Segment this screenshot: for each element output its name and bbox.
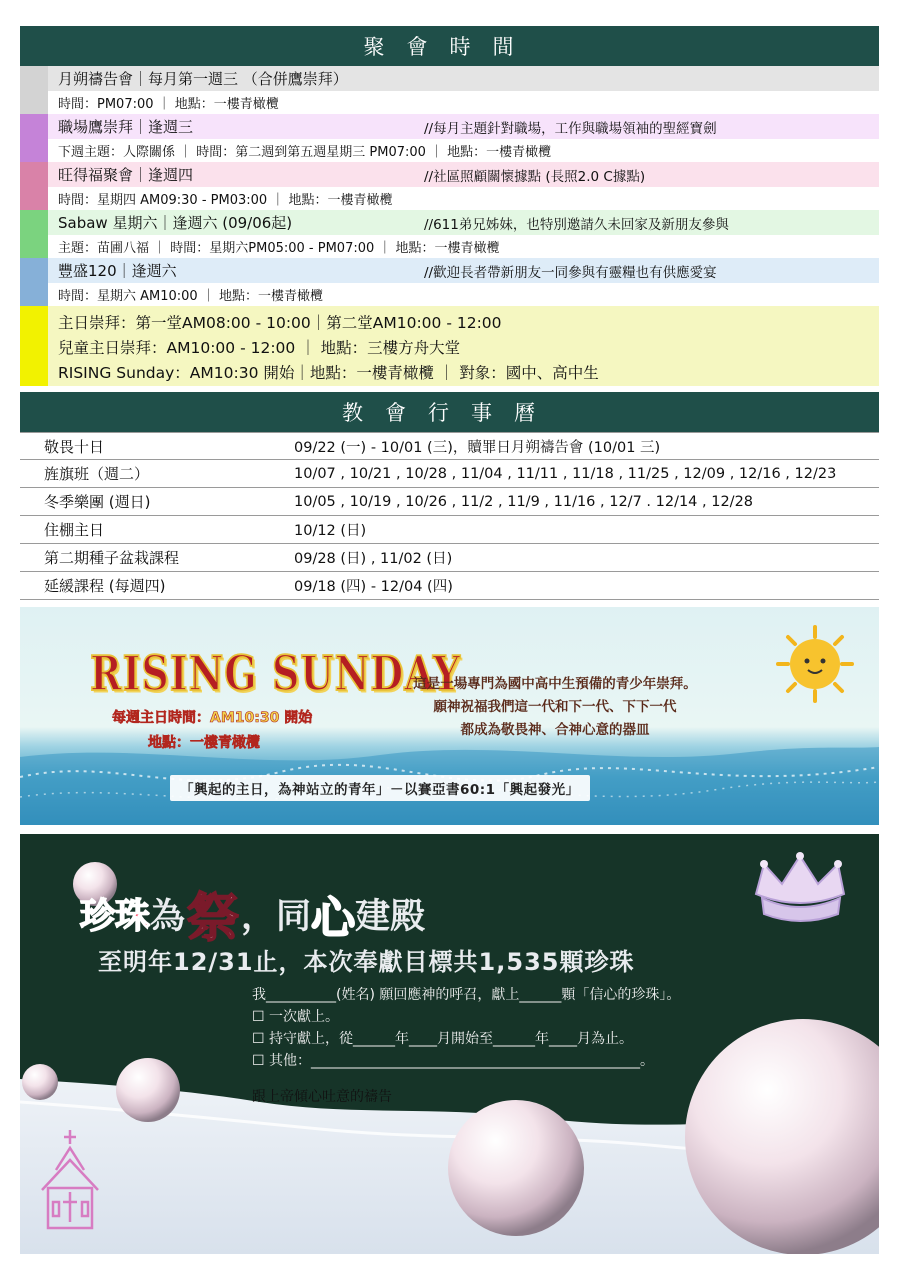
calendar-row <box>20 432 879 460</box>
pearl-title: 珍珠 為 祭 ，同 心 建殿 <box>80 889 426 949</box>
pledge-option-once: ☐ 一次獻上。 <box>252 1009 340 1025</box>
meeting-color-bar <box>20 162 48 210</box>
sunday-line-1: 主日崇拜：第一堂AM08:00 - 10:00｜第二堂AM10:00 - 12:00 <box>58 313 502 332</box>
sunday-color-bar <box>20 306 48 386</box>
meeting-note: //歡迎長者帶新朋友一同參與有靈糧也有供應愛宴 <box>424 264 717 281</box>
calendar-event: 冬季樂團 (週日) <box>44 493 151 511</box>
meeting-color-bar <box>20 66 48 114</box>
pearl-goal: 至明年12/31止，本次奉獻目標共1,535顆珍珠 <box>98 948 635 976</box>
calendar-dates: 09/22 (一) - 10/01 (三)，贖罪日月朔禱告會 (10/01 三) <box>294 439 661 456</box>
calendar-event: 旌旗班（週二） <box>44 465 150 483</box>
meetings-list <box>20 66 879 306</box>
meeting-details: 時間：星期四 AM09:30 - PM03:00 ｜ 地點：一樓青橄欖 <box>48 187 879 210</box>
calendar-event: 延緩課程 (每週四) <box>44 577 166 595</box>
calendar-dates: 10/12 (日) <box>294 523 367 539</box>
pearl-offering-banner <box>20 834 879 1254</box>
calendar-event: 第二期種子盆栽課程 <box>44 549 180 567</box>
page <box>20 26 879 1254</box>
calendar-row <box>20 460 879 488</box>
calendar-dates: 09/28 (日) , 11/02 (日) <box>294 551 453 567</box>
meeting-item <box>20 114 879 162</box>
meeting-details: 時間：PM07:00 ｜ 地點：一樓青橄欖 <box>48 91 879 114</box>
meeting-details: 時間：星期六 AM10:00 ｜ 地點：一樓青橄欖 <box>48 283 879 306</box>
meeting-title: 職場鷹崇拜｜逢週三 <box>58 118 194 136</box>
sunday-line-3: RISING Sunday：AM10:30 開始｜地點：一樓青橄欖 ｜ 對象：國中、高中生 <box>58 363 599 382</box>
meeting-details: 主題：苗圃八福 ｜ 時間：星期六PM05:00 - PM07:00 ｜ 地點：一樓青橄欖 <box>48 235 879 258</box>
meeting-title: 旺得福聚會｜逢週四 <box>58 166 194 184</box>
calendar-row <box>20 572 879 600</box>
prayer-text: 跟上帝傾心吐意的禱告 <box>252 1089 392 1105</box>
calendar-event: 住棚主日 <box>44 521 105 539</box>
sunday-line-2: 兒童主日崇拜：AM10:00 - 12:00 ｜ 地點：三樓方舟大堂 <box>58 338 461 357</box>
rising-description: 這是一場專門為國中高中生預備的青少年崇拜。 願神祝福我們這一代和下一代、下下一代 都成為敬畏神、合神心意的器皿 <box>413 676 697 738</box>
calendar-row <box>20 516 879 544</box>
calendar-dates: 10/07 , 10/21 , 10/28 , 11/04 , 11/11 , 11/18 , 11/25 , 12/09 , 12/16 , 12/23 <box>294 465 837 482</box>
meeting-item <box>20 258 879 306</box>
pledge-option-ongoing: ☐ 持守獻上，從______年____月開始至______年____月為止。 <box>252 1031 633 1047</box>
meeting-title: 月朔禱告會｜每月第一週三 （合併鷹崇拜） <box>58 70 348 88</box>
meeting-note: //社區照顧關懷據點 (長照2.0 C據點) <box>424 168 646 185</box>
pledge-option-other: ☐ 其他：_______________________________________________。 <box>252 1053 655 1069</box>
meeting-title: 豐盛120｜逢週六 <box>58 262 177 280</box>
rising-place: 地點：一樓青橄欖 <box>148 735 260 751</box>
meeting-item <box>20 66 879 114</box>
calendar-row <box>20 544 879 572</box>
rising-verse: 「興起的主日，為神站立的青年」－以賽亞書60:1「興起發光」 <box>170 775 590 801</box>
pledge-line: 我__________(姓名) 願回應神的呼召，獻上______顆「信心的珍珠」。 <box>252 987 681 1003</box>
meeting-title: Sabaw 星期六｜逢週六 (09/06起) <box>58 214 293 232</box>
pledge-form <box>252 984 680 1108</box>
meeting-color-bar <box>20 114 48 162</box>
meetings-header: 聚會時間 <box>20 26 879 66</box>
calendar-table <box>20 432 879 600</box>
meeting-item <box>20 210 879 258</box>
meeting-item <box>20 162 879 210</box>
sunday-meeting <box>20 306 879 386</box>
rising-time: 每週主日時間：AM10:30 開始 <box>112 710 313 726</box>
rising-sunday-banner <box>20 607 879 825</box>
meeting-details: 下週主題：人際關係 ｜ 時間：第二週到第五週星期三 PM07:00 ｜ 地點：一樓青橄欖 <box>48 139 879 162</box>
meeting-note: //每月主題針對職場，工作與職場領袖的聖經寶劍 <box>424 120 717 137</box>
calendar-event: 敬畏十日 <box>44 437 105 456</box>
rising-logo: RISING SUNDAY <box>90 645 461 702</box>
calendar-row <box>20 488 879 516</box>
calendar-dates: 09/18 (四) - 12/04 (四) <box>294 579 453 595</box>
meeting-color-bar <box>20 258 48 306</box>
meeting-note: //611弟兄姊妹，也特別邀請久未回家及新朋友參與 <box>424 216 729 233</box>
calendar-header: 教會行事曆 <box>20 392 879 432</box>
sun-icon <box>776 625 854 703</box>
meeting-color-bar <box>20 210 48 258</box>
calendar-dates: 10/05 , 10/19 , 10/26 , 11/2 , 11/9 , 11/16 , 12/7 . 12/14 , 12/28 <box>294 493 754 510</box>
crown-icon <box>756 852 844 921</box>
